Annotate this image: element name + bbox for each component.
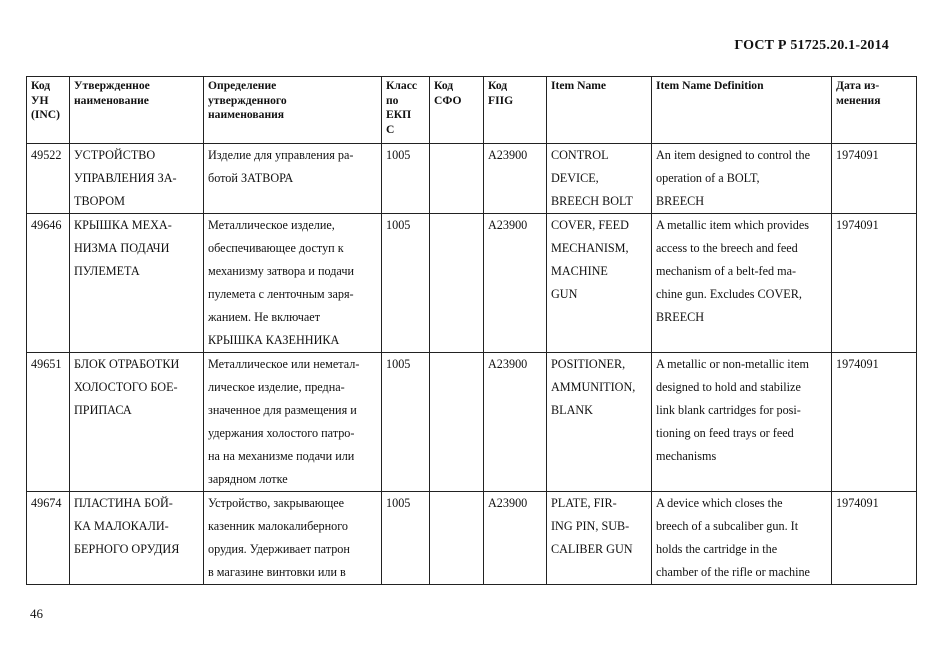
inc-cell <box>27 144 70 214</box>
cell-text-line: в магазине винтовки или в <box>208 565 346 579</box>
header-text-line: Определение <box>208 79 277 92</box>
item-name-cell <box>547 214 652 353</box>
inc-cell <box>27 492 70 585</box>
cell-text: 1005 <box>386 496 411 510</box>
cell-text-line: chamber of the rifle or machine <box>656 565 810 579</box>
definition-cell <box>204 214 382 353</box>
cell-text-line: УПРАВЛЕНИЯ ЗА- <box>74 171 177 185</box>
cell-text: A23900 <box>488 218 528 232</box>
cell-text-line: обеспечивающее доступ к <box>208 241 344 255</box>
cell-text-line: A metallic or non-metallic item <box>656 357 809 371</box>
cell-text: 1005 <box>386 357 411 371</box>
cell-text: 1974091 <box>836 496 879 510</box>
sfo-cell <box>430 214 484 353</box>
item-def-cell <box>652 492 832 585</box>
col-header-name <box>70 77 204 144</box>
cell-text-line: POSITIONER, <box>551 357 626 371</box>
cell-text-line: БЕРНОГО ОРУДИЯ <box>74 542 180 556</box>
name-cell <box>70 144 204 214</box>
fiig-cell <box>484 214 547 353</box>
cell-text-line: Изделие для управления ра- <box>208 148 354 162</box>
cell-text: A23900 <box>488 148 528 162</box>
cell-text-line: ботой ЗАТВОРА <box>208 171 294 185</box>
table-row <box>27 214 917 353</box>
sfo-cell <box>430 492 484 585</box>
cell-text-line: зарядном лотке <box>208 472 288 486</box>
cell-text-line: BREECH <box>656 310 705 324</box>
header-text-line: Дата из- <box>836 79 880 92</box>
header-text-line: утвержденного <box>208 93 287 107</box>
col-header-date <box>832 77 917 144</box>
cell-text: 1005 <box>386 148 411 162</box>
cell-text-line: chine gun. Excludes COVER, <box>656 287 802 301</box>
date-cell <box>832 144 917 214</box>
cell-text: 49651 <box>31 357 62 371</box>
cell-text-line: A device which closes the <box>656 496 783 510</box>
cell-text-line: BLANK <box>551 403 593 417</box>
col-header-sfo <box>430 77 484 144</box>
class-cell <box>382 353 430 492</box>
document-title: ГОСТ Р 51725.20.1-2014 <box>734 38 889 53</box>
header-text-line: Item Name Definition <box>656 79 764 92</box>
col-header-item-def <box>652 77 832 144</box>
table-row <box>27 144 917 214</box>
cell-text-line: tioning on feed trays or feed <box>656 426 794 440</box>
cell-text-line: орудия. Удерживает патрон <box>208 542 350 556</box>
header-text-line: Item Name <box>551 79 607 92</box>
date-cell <box>832 492 917 585</box>
item-def-cell <box>652 144 832 214</box>
cell-text: 1005 <box>386 218 411 232</box>
cell-text-line: лическое изделие, предна- <box>208 380 345 394</box>
inc-cell <box>27 353 70 492</box>
name-cell <box>70 353 204 492</box>
cell-text-line: BREECH BOLT <box>551 194 633 208</box>
table-row <box>27 353 917 492</box>
table-row <box>27 492 917 585</box>
cell-text-line: ПУЛЕМЕТА <box>74 264 140 278</box>
name-cell <box>70 214 204 353</box>
cell-text-line: CALIBER GUN <box>551 542 633 556</box>
cell-text-line: НИЗМА ПОДАЧИ <box>74 241 170 255</box>
cell-text-line: COVER, FEED <box>551 218 629 232</box>
sfo-cell <box>430 353 484 492</box>
header-text-line: ЕКП <box>386 108 412 121</box>
col-header-class <box>382 77 430 144</box>
cell-text-line: BREECH <box>656 194 705 208</box>
cell-text-line: КА МАЛОКАЛИ- <box>74 519 169 533</box>
cell-text-line: A metallic item which provides <box>656 218 809 232</box>
cell-text-line: УСТРОЙСТВО <box>74 148 156 162</box>
cell-text-line: breech of a subcaliber gun. It <box>656 519 799 533</box>
cell-text: A23900 <box>488 496 528 510</box>
item-name-cell <box>547 144 652 214</box>
cell-text-line: ТВОРОМ <box>74 194 125 208</box>
header-text-line: Утвержденное <box>74 79 150 92</box>
definition-cell <box>204 144 382 214</box>
cell-text: 49646 <box>31 218 62 232</box>
cell-text-line: механизму затвора и подачи <box>208 264 354 278</box>
col-header-definition <box>204 77 382 144</box>
header-text-line: С <box>386 122 395 136</box>
cell-text-line: link blank cartridges for posi- <box>656 403 801 417</box>
cell-text-line: КРЫШКА МЕХА- <box>74 218 172 232</box>
cell-text: 49674 <box>31 496 62 510</box>
cell-text: 49522 <box>31 148 62 162</box>
cell-text-line: designed to hold and stabilize <box>656 380 801 394</box>
cell-text: 1974091 <box>836 357 879 371</box>
cell-text: A23900 <box>488 357 528 371</box>
cell-text-line: на на механизме подачи или <box>208 449 355 463</box>
sfo-cell <box>430 144 484 214</box>
item-name-cell <box>547 492 652 585</box>
definition-cell <box>204 492 382 585</box>
class-cell <box>382 144 430 214</box>
cell-text-line: Металлическое или неметал- <box>208 357 360 371</box>
header-text-line: Код <box>488 79 508 92</box>
fiig-cell <box>484 144 547 214</box>
definition-cell <box>204 353 382 492</box>
inc-cell <box>27 214 70 353</box>
header-text-line: СФО <box>434 93 462 107</box>
date-cell <box>832 214 917 353</box>
cell-text-line: operation of a BOLT, <box>656 171 760 185</box>
cell-text-line: КРЫШКА КАЗЕННИКА <box>208 333 340 347</box>
date-cell <box>832 353 917 492</box>
header-text-line: менения <box>836 93 881 107</box>
page-number: 46 <box>30 606 43 621</box>
cell-text-line: mechanism of a belt-fed ma- <box>656 264 797 278</box>
cell-text-line: Устройство, закрывающее <box>208 496 345 510</box>
item-name-cell <box>547 353 652 492</box>
cell-text-line: удержания холостого патро- <box>208 426 355 440</box>
col-header-item-name <box>547 77 652 144</box>
cell-text-line: PLATE, FIR- <box>551 496 617 510</box>
cell-text: 1974091 <box>836 218 879 232</box>
cell-text-line: Металлическое изделие, <box>208 218 335 232</box>
cell-text-line: mechanisms <box>656 449 717 463</box>
cell-text-line: казенник малокалиберного <box>208 519 349 533</box>
header-text-line: УН <box>31 93 49 107</box>
item-def-cell <box>652 353 832 492</box>
header-text-line: Код <box>31 79 51 92</box>
item-def-cell <box>652 214 832 353</box>
cell-text-line: DEVICE, <box>551 171 599 185</box>
name-cell <box>70 492 204 585</box>
cell-text-line: жанием. Не включает <box>208 310 321 324</box>
header-text-line: Код <box>434 79 454 92</box>
col-header-inc <box>27 77 70 144</box>
cell-text-line: ХОЛОСТОГО БОЕ- <box>74 380 178 394</box>
nomenclature-table <box>26 76 917 585</box>
cell-text-line: пулемета с ленточным заря- <box>208 287 354 301</box>
col-header-fiig <box>484 77 547 144</box>
header-text-line: по <box>386 93 399 107</box>
cell-text: 1974091 <box>836 148 879 162</box>
fiig-cell <box>484 353 547 492</box>
class-cell <box>382 492 430 585</box>
header-text-line: наименования <box>208 108 285 121</box>
cell-text-line: GUN <box>551 287 578 301</box>
cell-text-line: MACHINE <box>551 264 608 278</box>
header-text-line: (INC) <box>31 108 60 121</box>
cell-text-line: ING PIN, SUB- <box>551 519 630 533</box>
cell-text-line: access to the breech and feed <box>656 241 798 255</box>
header-text-line: Класс <box>386 79 417 92</box>
table-header-row <box>27 77 917 144</box>
fiig-cell <box>484 492 547 585</box>
cell-text-line: значенное для размещения и <box>208 403 357 417</box>
cell-text-line: MECHANISM, <box>551 241 629 255</box>
header-text-line: наименование <box>74 93 149 107</box>
cell-text-line: An item designed to control the <box>656 148 811 162</box>
cell-text-line: ПРИПАСА <box>74 403 132 417</box>
class-cell <box>382 214 430 353</box>
header-text-line: FIIG <box>488 93 514 107</box>
cell-text-line: ПЛАСТИНА БОЙ- <box>74 496 173 510</box>
cell-text-line: БЛОК ОТРАБОТКИ <box>74 357 180 371</box>
table-body <box>27 144 917 585</box>
cell-text-line: CONTROL <box>551 148 609 162</box>
cell-text-line: holds the cartridge in the <box>656 542 778 556</box>
cell-text-line: AMMUNITION, <box>551 380 636 394</box>
